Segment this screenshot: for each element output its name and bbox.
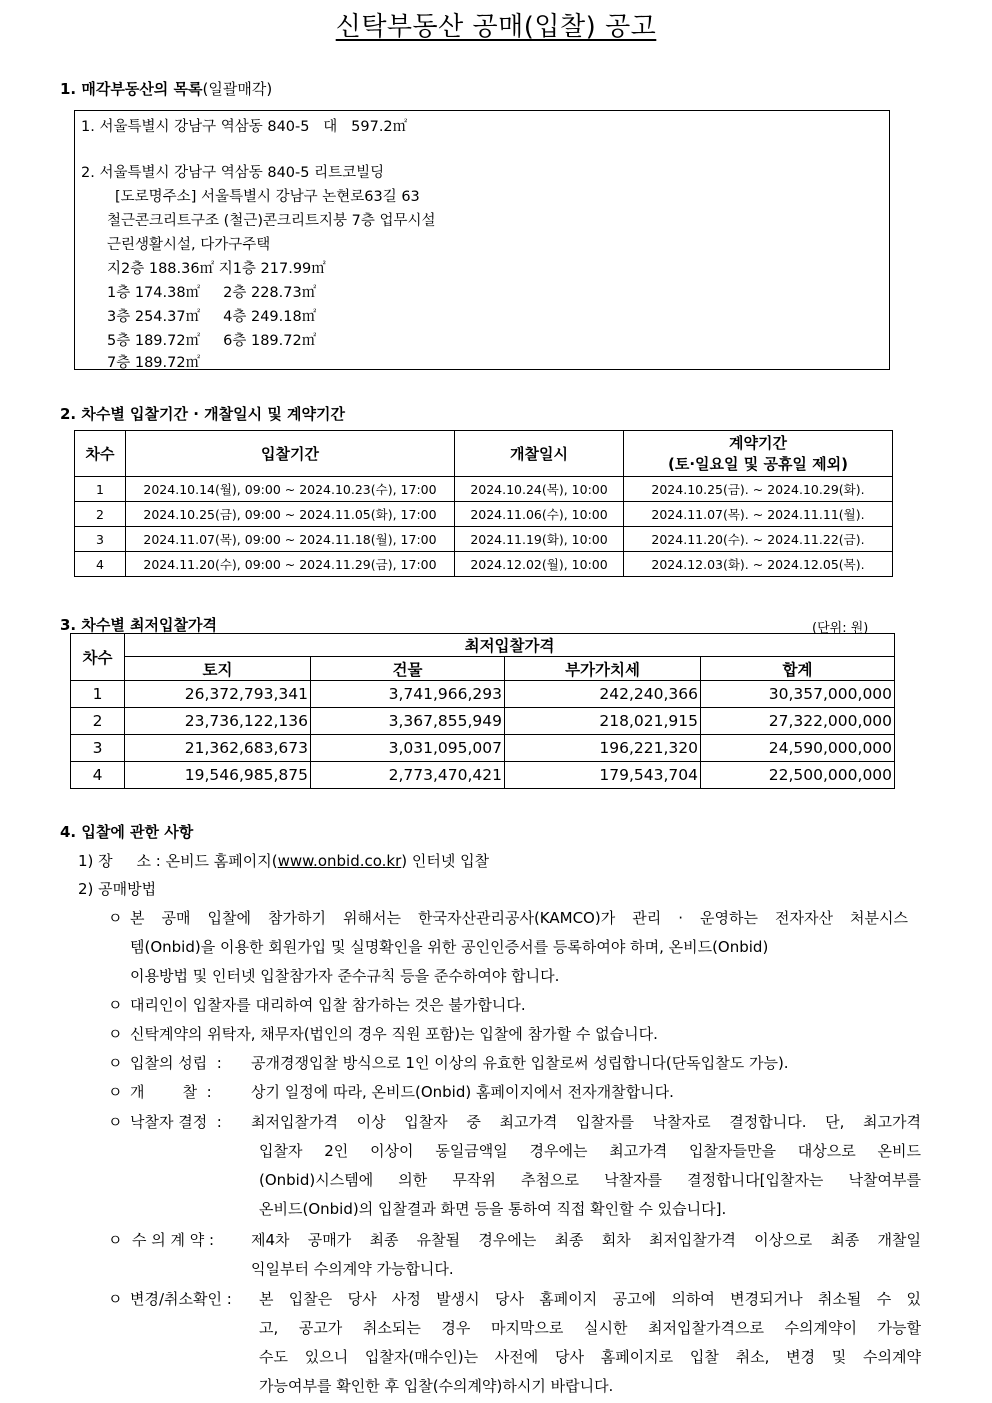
bid-opening-text: 상기 일정에 따라, 온비드(Onbid) 홈페이지에서 전자개찰합니다. — [251, 1083, 674, 1101]
schedule-header-contract — [624, 431, 893, 477]
price-header-vat: 부가가치세 — [505, 657, 701, 681]
schedule-opening: 2024.11.19(화), 10:00 — [455, 527, 624, 552]
bullet-mark: ㅇ — [108, 1231, 123, 1249]
table-row — [75, 502, 893, 527]
price-round: 1 — [71, 681, 125, 708]
schedule-contract: 2024.11.20(수). ~ 2024.11.22(금). — [624, 527, 893, 552]
schedule-round: 3 — [75, 527, 126, 552]
price-land: 19,546,985,875 — [125, 762, 311, 789]
schedule-header-bid-period: 입찰기간 — [126, 431, 455, 477]
property-list-box — [74, 110, 890, 370]
schedule-round: 2 — [75, 502, 126, 527]
section1-heading — [60, 78, 272, 99]
winner-decision-line: 입찰자 2인 이상이 동일금액일 경우에는 최고가격 입찰자들만을 대상으로 온비드 — [259, 1142, 921, 1160]
bullet-mark: ㅇ — [108, 909, 123, 927]
price-round: 4 — [71, 762, 125, 789]
change-cancel-label: 변경/취소확인 : — [130, 1290, 232, 1308]
bullet-mark: ㅇ — [108, 1025, 123, 1043]
price-header-land: 토지 — [125, 657, 311, 681]
price-vat: 196,221,320 — [505, 735, 701, 762]
bid-method-item: 2) 공매방법 — [78, 880, 157, 898]
price-header-total: 합계 — [701, 657, 895, 681]
private-contract-label: 수 의 계 약 : — [132, 1231, 215, 1249]
schedule-contract: 2024.10.25(금). ~ 2024.10.29(화). — [624, 477, 893, 502]
price-building: 2,773,470,421 — [311, 762, 505, 789]
schedule-header-opening: 개찰일시 — [455, 431, 624, 477]
method-paragraph-line: 본 공매 입찰에 참가하기 위해서는 한국자산관리공사(KAMCO)가 관리 · 운영하는 전자자산 처분시스 — [130, 909, 908, 927]
schedule-bid-period: 2024.11.20(수), 09:00 ~ 2024.11.29(금), 17:00 — [126, 552, 455, 577]
section2-heading: 2. 차수별 입찰기간 · 개찰일시 및 계약기간 — [60, 405, 346, 423]
change-cancel-line: 본 입찰은 당사 사정 발생시 당사 홈페이지 공고에 의하여 변경되거나 취소될 수 있 — [259, 1290, 921, 1308]
table-row — [71, 762, 895, 789]
onbid-link[interactable]: www.onbid.co.kr — [277, 852, 402, 870]
price-vat: 218,021,915 — [505, 708, 701, 735]
bullet-mark: ㅇ — [108, 996, 123, 1014]
property-line: 철근콘크리트구조 (철근)콘크리트지붕 7층 업무시설 — [107, 213, 436, 229]
price-header-building: 건물 — [311, 657, 505, 681]
schedule-contract: 2024.12.03(화). ~ 2024.12.05(목). — [624, 552, 893, 577]
table-row — [75, 552, 893, 577]
property-line: 2. 서울특별시 강남구 역삼동 840-5 리트코빌딩 — [81, 165, 385, 181]
property-line: 5층 189.72㎡ 6층 189.72㎡ — [107, 333, 317, 349]
bid-location-prefix: 1) 장 소 : 온비드 홈페이지( — [78, 852, 278, 870]
bullet-mark: ㅇ — [108, 1054, 123, 1072]
price-building: 3,031,095,007 — [311, 735, 505, 762]
schedule-round: 4 — [75, 552, 126, 577]
table-row — [71, 735, 895, 762]
private-contract-line: 제4차 공매가 최종 유찰될 경우에는 최종 회차 최저입찰가격 이상으로 최종 개찰일 — [251, 1231, 921, 1249]
section1-heading-text: 1. 매각부동산의 목록 — [60, 80, 203, 98]
bid-opening-label: 개 찰 : — [130, 1083, 212, 1101]
table-row — [75, 527, 893, 552]
bullet-mark: ㅇ — [108, 1083, 123, 1101]
price-header-group: 최저입찰가격 — [125, 634, 895, 657]
price-total: 24,590,000,000 — [701, 735, 895, 762]
price-building: 3,367,855,949 — [311, 708, 505, 735]
bid-formation-label: 입찰의 성립 : — [130, 1054, 222, 1072]
price-land: 21,362,683,673 — [125, 735, 311, 762]
method-paragraph-line: 템(Onbid)을 이용한 회원가입 및 실명확인을 위한 공인인증서를 등록하여야 하며, 온비드(Onbid) — [130, 938, 769, 956]
schedule-opening: 2024.11.06(수), 10:00 — [455, 502, 624, 527]
price-building: 3,741,966,293 — [311, 681, 505, 708]
table-row — [71, 708, 895, 735]
change-cancel-line: 가능여부를 확인한 후 입찰(수의계약)하시기 바랍니다. — [259, 1377, 614, 1395]
change-cancel-line: 고, 공고가 취소되는 경우 마지막으로 실시한 최저입찰가격으로 수의계약이 가능할 — [259, 1319, 921, 1337]
schedule-opening: 2024.10.24(목), 10:00 — [455, 477, 624, 502]
schedule-header-row — [75, 431, 893, 477]
price-subheader-row — [71, 657, 895, 681]
bullet-mark: ㅇ — [108, 1290, 123, 1308]
schedule-bid-period: 2024.11.07(목), 09:00 ~ 2024.11.18(월), 17:00 — [126, 527, 455, 552]
price-vat: 242,240,366 — [505, 681, 701, 708]
schedule-bid-period: 2024.10.14(월), 09:00 ~ 2024.10.23(수), 17:00 — [126, 477, 455, 502]
proxy-rule-text: 대리인이 입찰자를 대리하여 입찰 참가하는 것은 불가합니다. — [130, 996, 526, 1014]
min-price-table — [70, 633, 895, 789]
schedule-opening: 2024.12.02(월), 10:00 — [455, 552, 624, 577]
bullet-mark: ㅇ — [108, 1113, 123, 1131]
property-line: [도로명주소] 서울특별시 강남구 논현로63길 63 — [115, 189, 420, 205]
property-line: 7층 189.72㎡ — [107, 355, 201, 371]
unit-note: (단위: 원) — [812, 621, 869, 636]
schedule-table — [74, 430, 893, 577]
price-total: 30,357,000,000 — [701, 681, 895, 708]
price-total: 27,322,000,000 — [701, 708, 895, 735]
winner-decision-line: 최저입찰가격 이상 입찰자 중 최고가격 입찰자를 낙찰자로 결정합니다. 단, 최고가격 — [251, 1113, 921, 1131]
section4-heading: 4. 입찰에 관한 사항 — [60, 823, 194, 841]
trustor-rule-text: 신탁계약의 위탁자, 채무자(법인의 경우 직원 포함)는 입찰에 참가할 수 없습니다. — [130, 1025, 658, 1043]
price-vat: 179,543,704 — [505, 762, 701, 789]
property-line: 지2층 188.36㎡ 지1층 217.99㎡ — [107, 261, 326, 277]
winner-decision-label: 낙찰자 결정 : — [130, 1113, 222, 1131]
schedule-header-contract-line2: (토·일요일 및 공휴일 제외) — [668, 454, 848, 473]
schedule-header-contract-line1: 계약기간 — [729, 433, 787, 452]
method-paragraph-line: 이용방법 및 인터넷 입찰참가자 준수규칙 등을 준수하여야 합니다. — [130, 967, 560, 985]
bid-formation-text: 공개경쟁입찰 방식으로 1인 이상의 유효한 입찰로써 성립합니다(단독입찰도 가능). — [251, 1054, 789, 1072]
section1-heading-note: (일괄매각) — [202, 80, 273, 98]
bid-location-suffix: ) 인터넷 입찰 — [401, 852, 490, 870]
change-cancel-line: 수도 있으니 입찰자(매수인)는 사전에 당사 홈페이지로 입찰 취소, 변경 및 수의계약 — [259, 1348, 921, 1366]
price-round: 2 — [71, 708, 125, 735]
price-header-round: 차수 — [71, 634, 125, 681]
property-line: 1층 174.38㎡ 2층 228.73㎡ — [107, 285, 317, 301]
schedule-round: 1 — [75, 477, 126, 502]
price-round: 3 — [71, 735, 125, 762]
table-row — [75, 477, 893, 502]
table-row — [71, 681, 895, 708]
schedule-header-round: 차수 — [75, 431, 126, 477]
property-line: 3층 254.37㎡ 4층 249.18㎡ — [107, 309, 317, 325]
price-land: 23,736,122,136 — [125, 708, 311, 735]
winner-decision-line: 온비드(Onbid)의 입찰결과 화면 등을 통하여 직접 확인할 수 있습니다]. — [259, 1200, 727, 1218]
property-line: 1. 서울특별시 강남구 역삼동 840-5 대 597.2㎡ — [81, 119, 408, 135]
bid-location-item — [78, 850, 489, 871]
winner-decision-line: (Onbid)시스템에 의한 무작위 추첨으로 낙찰자를 결정합니다[입찰자는 낙찰여부를 — [259, 1171, 921, 1189]
private-contract-line: 익일부터 수의계약 가능합니다. — [251, 1260, 454, 1278]
price-header-row — [71, 634, 895, 657]
schedule-bid-period: 2024.10.25(금), 09:00 ~ 2024.11.05(화), 17:00 — [126, 502, 455, 527]
price-total: 22,500,000,000 — [701, 762, 895, 789]
section3-heading: 3. 차수별 최저입찰가격 — [60, 616, 217, 634]
page-title: 신탁부동산 공매(입찰) 공고 — [335, 12, 657, 42]
property-line: 근린생활시설, 다가구주택 — [107, 237, 271, 253]
schedule-contract: 2024.11.07(목). ~ 2024.11.11(월). — [624, 502, 893, 527]
price-land: 26,372,793,341 — [125, 681, 311, 708]
